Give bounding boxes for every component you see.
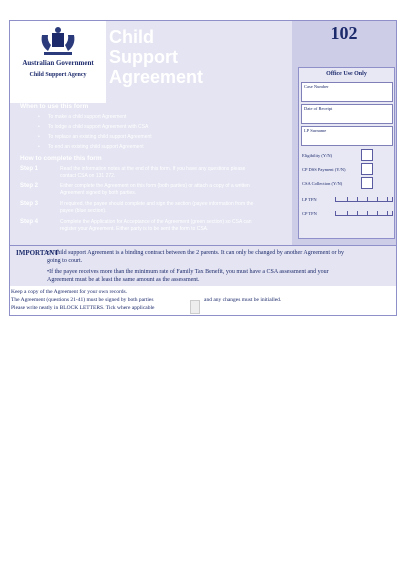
- important-point: •If the payee receives more than the minimum rate of Family Tax Benefit, you must have a CSA assessment and your Agreement must be at least the same amount as the assessment.: [47, 269, 329, 283]
- tick-box[interactable]: [190, 300, 200, 314]
- title-line: Support: [109, 47, 178, 67]
- dss-payment-checkbox[interactable]: [361, 163, 373, 175]
- lp-surname-field[interactable]: LP Surname: [301, 126, 393, 146]
- form-number: 102: [330, 23, 358, 43]
- dss-payment-label: CP DSS Payment (Y/N): [302, 167, 346, 172]
- step-text: Either complete the Agreement on this form (both parties) or attach a copy of a written Agreement signed by both parties.: [60, 183, 250, 196]
- form-title: [109, 27, 203, 87]
- footer-note: The Agreement (questions 21-41) must be signed by both parties: [11, 297, 154, 303]
- date-of-receipt-field[interactable]: Date of Receipt: [301, 104, 393, 124]
- footer-note: Keep a copy of the Agreement for your own records.: [11, 289, 128, 295]
- info-panel: Australian Government Child Support Agency Child Support Agreement When to use this form • To make a child support Agreement • To lodge a child support Agreement with CSA • To replace an existing child support Agreement • To end an existing child support Agreement How to complete this form Step 1 Read the information notes at the end of this form. If you have any questions please contact CSA on 131 272. Step 2 Either complete the Agreement on this form (both parties) or attach a copy of a written Agreement signed by both parties. Step 3 If required, the payee should complete and sign the section (payee information from the payee (blue section). Step 4 Complete the Application for Acceptance of the Agreement (green section) so CSA can register your Agreement. Either party is to be sent the form to CSA.: [10, 21, 292, 245]
- coat-of-arms-icon: [38, 27, 78, 57]
- brand-block: [10, 21, 106, 103]
- title-line: Child: [109, 27, 154, 47]
- office-use-box: [298, 67, 395, 239]
- step-label: Step 4: [20, 219, 39, 225]
- step-text: If required, the payee should complete and sign the section (payee information from the payee (blue section).: [60, 201, 254, 214]
- lp-tfn-field[interactable]: [335, 195, 393, 202]
- cp-tfn-field[interactable]: [335, 209, 393, 216]
- footer-note: and any changes must be initialled.: [204, 297, 282, 303]
- step-text: Read the information notes at the end of this form. If you have any questions please contact CSA on 131 272.: [60, 166, 246, 179]
- footer-note: Please write neatly in BLOCK LETTERS. Tick where applicable: [11, 305, 155, 311]
- government-name: Australian Government: [22, 59, 94, 67]
- eligibility-label: Eligibility (Y/N): [302, 153, 333, 158]
- important-label: IMPORTANT: [16, 249, 59, 257]
- csa-collection-checkbox[interactable]: [361, 177, 373, 189]
- agency-name: Child Support Agency: [29, 72, 87, 78]
- lp-tfn-label: LP TFN: [302, 197, 317, 202]
- when-to-use-heading: When to use this form: [20, 103, 89, 110]
- step-label: Step 2: [20, 183, 39, 189]
- office-use-heading: Office Use Only: [326, 71, 367, 77]
- office-panel: [292, 21, 396, 245]
- important-notice: [10, 245, 396, 286]
- how-to-complete-heading: How to complete this form: [20, 155, 102, 162]
- step-label: Step 1: [20, 166, 39, 172]
- cp-tfn-label: CP TFN: [302, 211, 317, 216]
- case-number-field[interactable]: Case Number: [301, 82, 393, 102]
- step-label: Step 3: [20, 201, 39, 207]
- csa-collection-label: CSA Collection (Y/N): [302, 181, 343, 186]
- important-point: •A child support Agreement is a binding contract between the 2 parents. It can only be changed by another Agreement or by going to court.: [47, 250, 345, 264]
- eligibility-checkbox[interactable]: [361, 149, 373, 161]
- title-line: Agreement: [109, 67, 204, 87]
- form-page: [9, 20, 397, 316]
- step-text: Complete the Application for Acceptance of the Agreement (green section) so CSA can register your Agreement. Either party is to be sent the form to CSA.: [60, 219, 252, 232]
